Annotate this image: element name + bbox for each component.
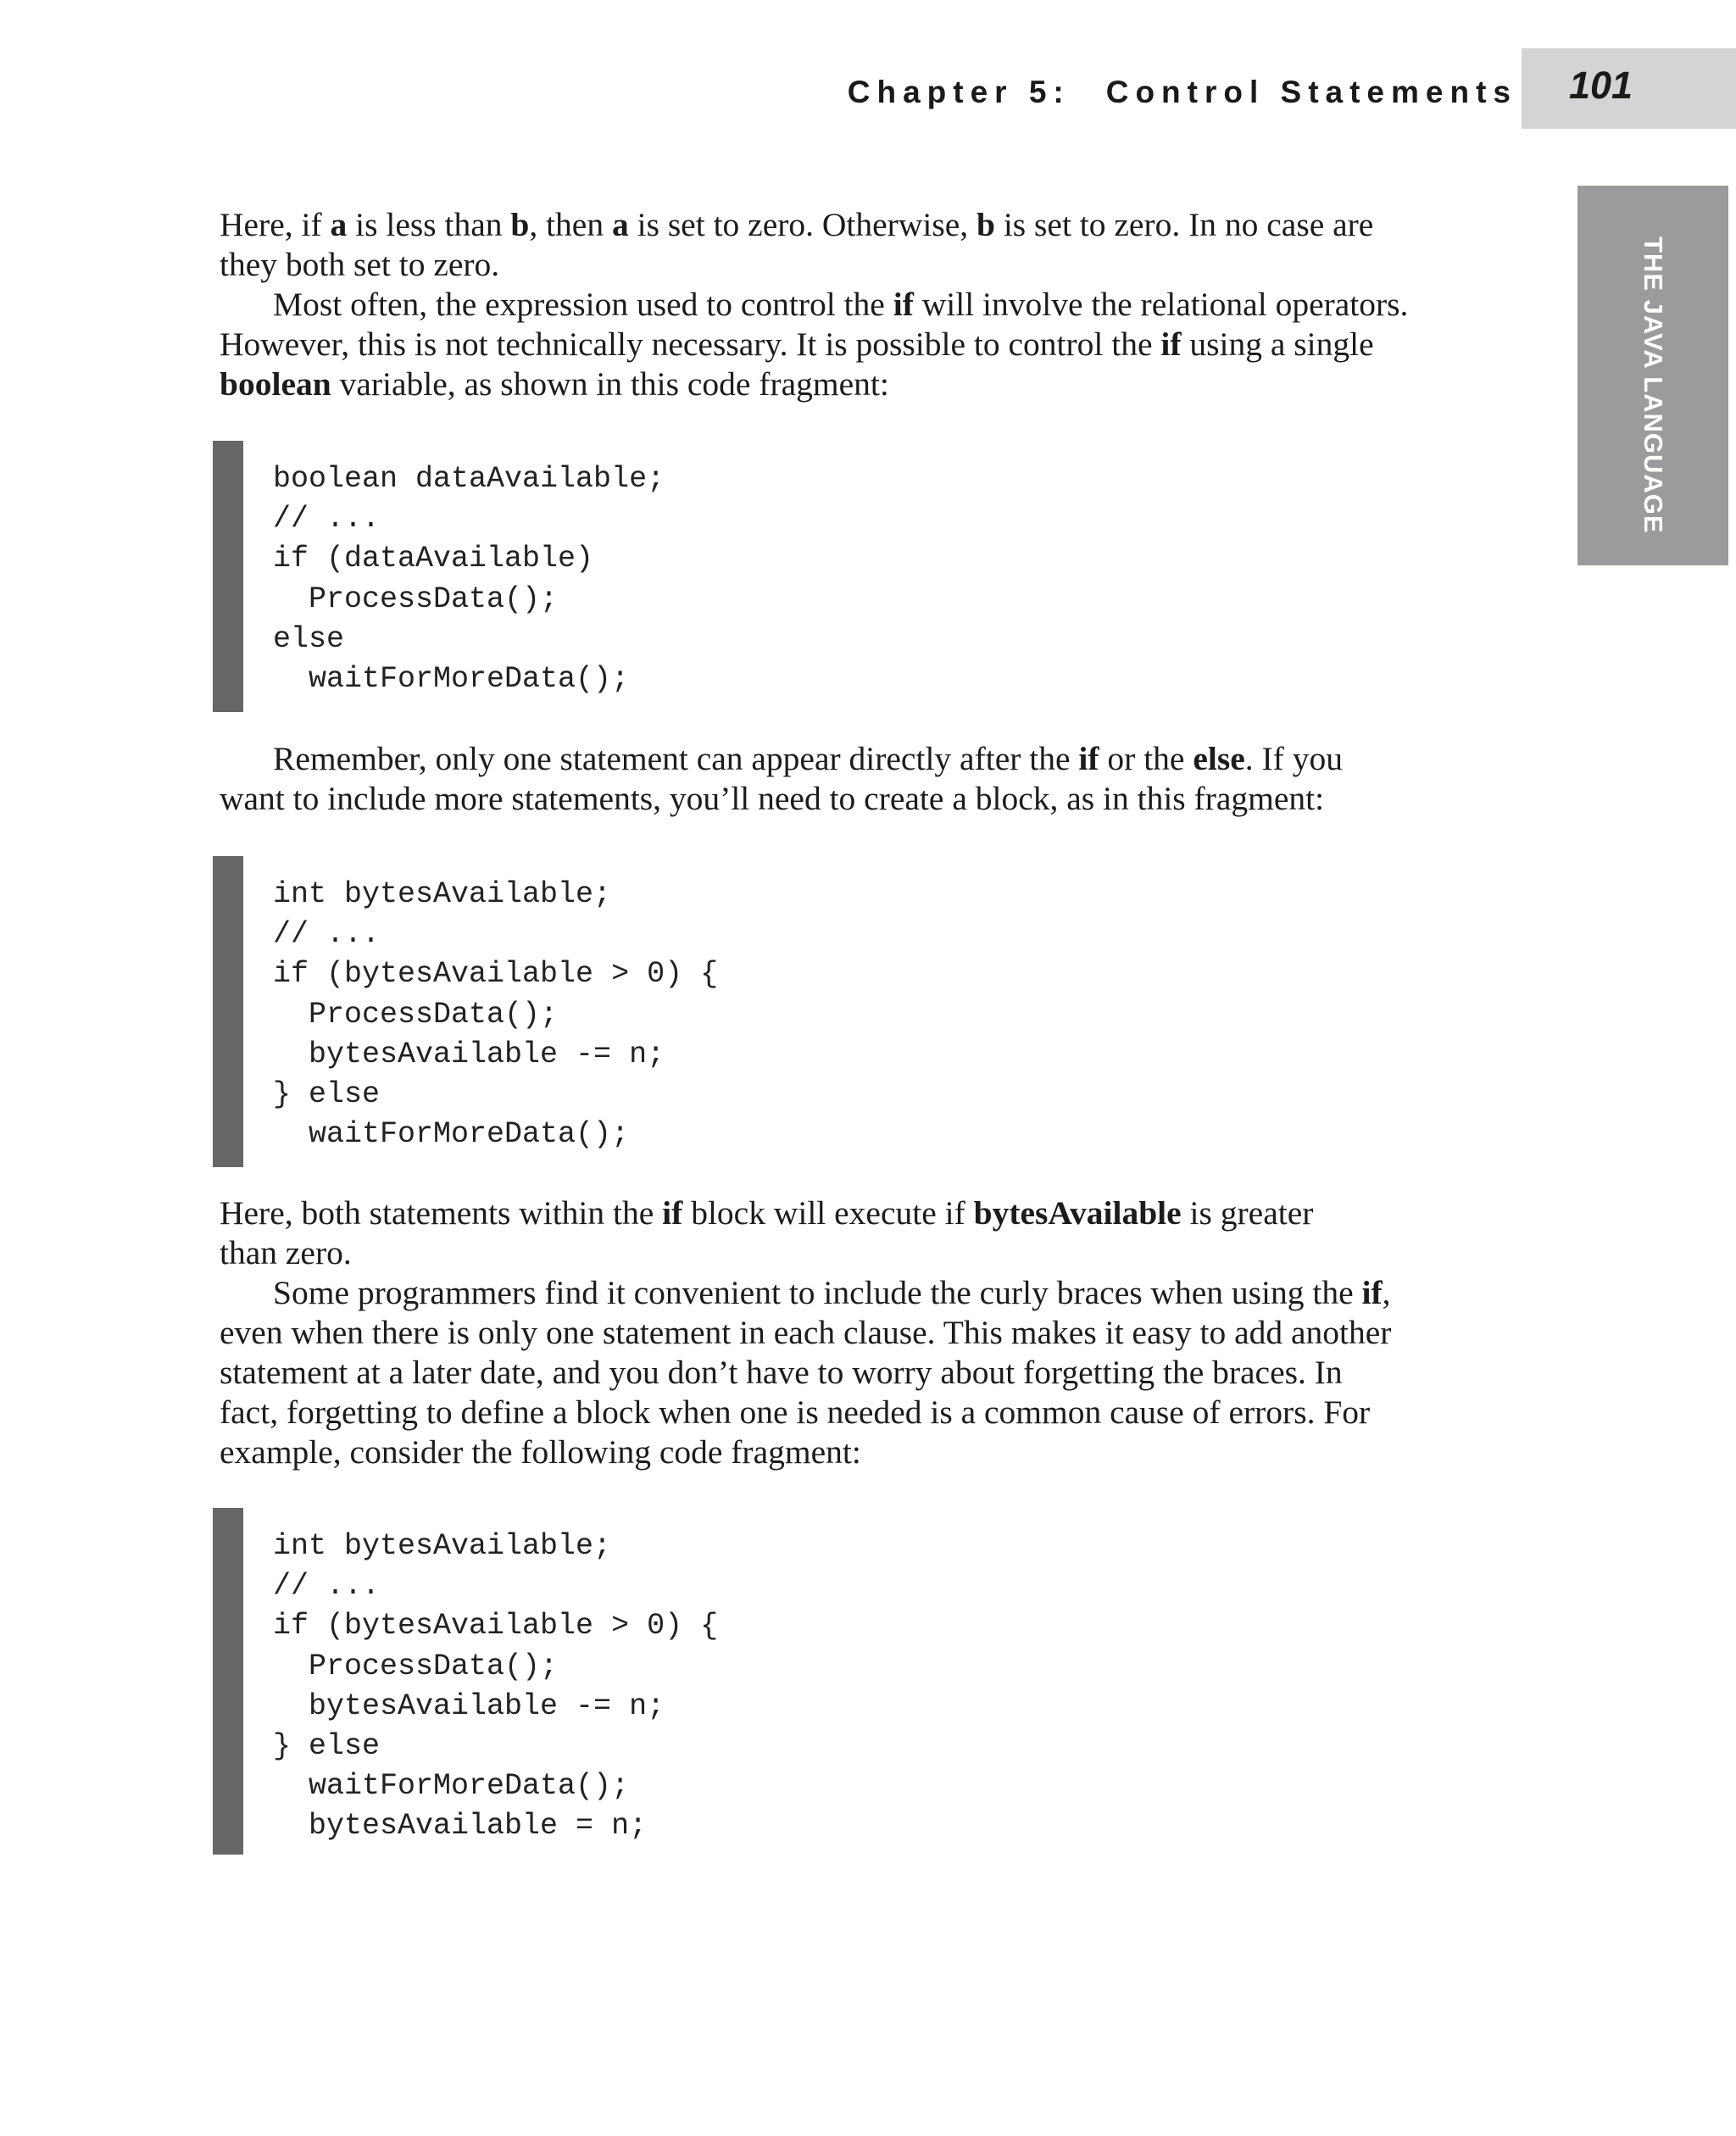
side-tab-label: THE JAVA LANGUAGE — [1639, 236, 1668, 534]
code-text: int bytesAvailable; // ... if (bytesAvailable > 0) { ProcessData(); bytesAvailable -= n; } else waitForMoreData(); bytesAvailable = n; — [273, 1529, 719, 1844]
paragraph-line: statement at a later date, and you don’t have to worry about forgetting the braces. In — [220, 1354, 1343, 1391]
paragraph-line: even when there is only one statement in each clause. This makes it easy to add another — [220, 1314, 1392, 1351]
paragraph-line: example, consider the following code fragment: — [220, 1433, 861, 1471]
paragraph-line: want to include more statements, you’ll need to create a block, as in this fragment: — [220, 780, 1325, 817]
chapter-label: Chapter 5: — [847, 75, 1071, 109]
paragraph-line: than zero. — [220, 1234, 352, 1271]
paragraph-line: Most often, the expression used to control the if will involve the relational operators. — [273, 286, 1409, 323]
code-block — [213, 441, 976, 712]
paragraph-line: boolean variable, as shown in this code fragment: — [220, 365, 889, 403]
code-text: boolean dataAvailable; // ... if (dataAvailable) ProcessData(); else waitForMoreData(); — [273, 462, 665, 697]
paragraph-line: Some programmers find it convenient to include the curly braces when using the if, — [273, 1274, 1391, 1311]
page-number-box — [1522, 48, 1736, 129]
paragraph-line: they both set to zero. — [220, 246, 500, 283]
running-head — [848, 71, 1517, 114]
code-text: int bytesAvailable; // ... if (bytesAvailable > 0) { ProcessData(); bytesAvailable -= n; } else waitForMoreData(); — [273, 877, 719, 1152]
code-block — [213, 856, 976, 1167]
paragraph-line: fact, forgetting to define a block when one is needed is a common cause of errors. For — [220, 1393, 1371, 1431]
paragraph-line: Here, if a is less than b, then a is set to zero. Otherwise, b is set to zero. In no case are — [220, 206, 1374, 243]
page-number: 101 — [1569, 64, 1633, 107]
code-block — [213, 1508, 976, 1855]
section-title: Control Statements — [1105, 75, 1517, 109]
paragraph-line: However, this is not technically necessary. It is possible to control the if using a single — [220, 325, 1374, 363]
paragraph-line: Remember, only one statement can appear directly after the if or the else. If you — [273, 740, 1343, 777]
paragraph-line: Here, both statements within the if block will execute if bytesAvailable is greater — [220, 1194, 1314, 1232]
side-thumb-tab — [1577, 186, 1728, 565]
